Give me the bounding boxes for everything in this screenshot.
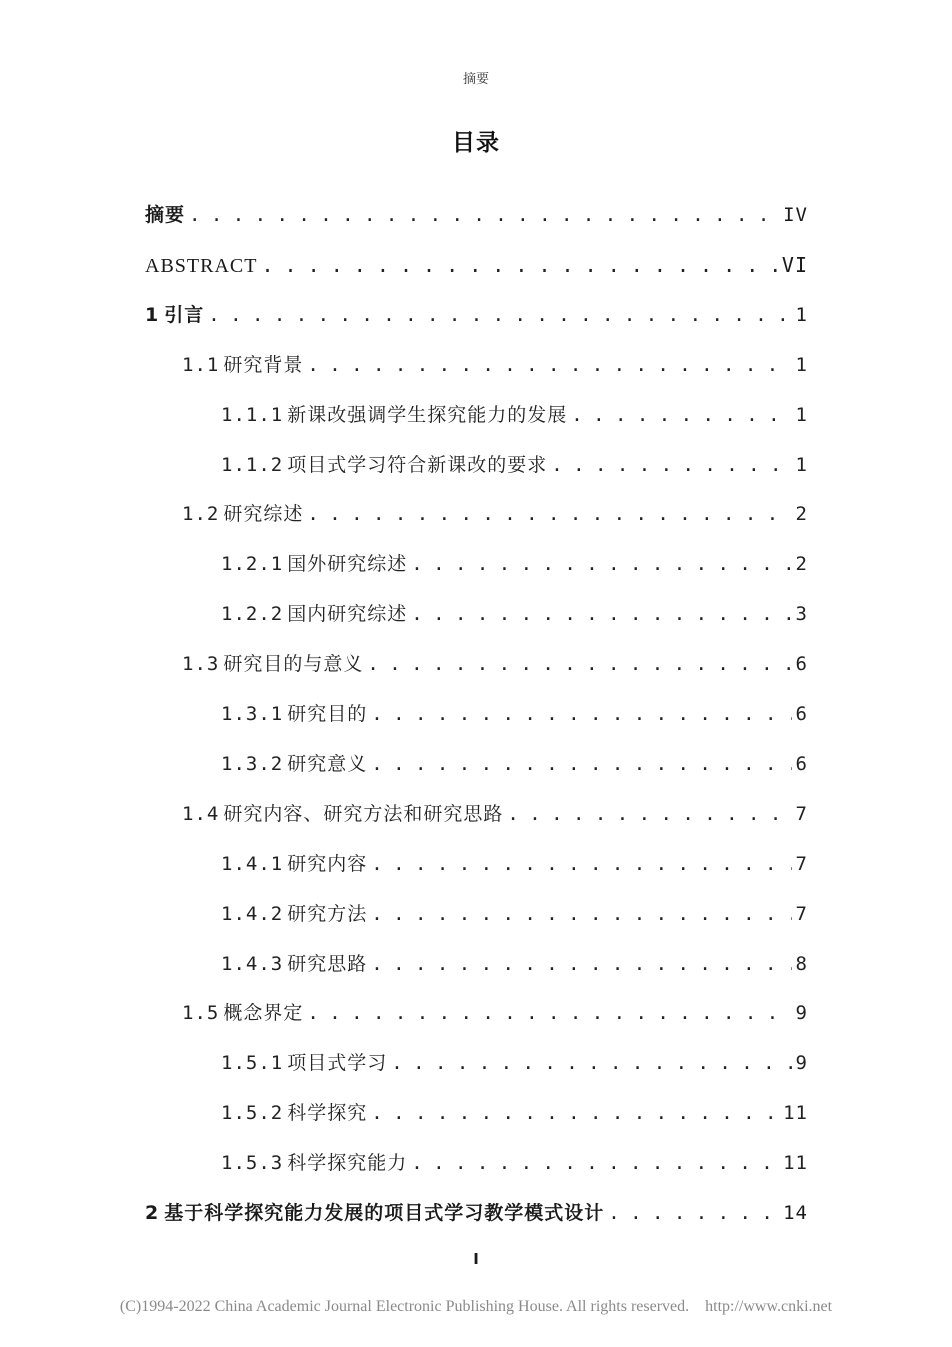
toc-entry-page: 14 xyxy=(783,1202,808,1224)
toc-dot-leader xyxy=(411,1149,779,1177)
toc-entry-title: 研究目的 xyxy=(287,703,368,725)
toc-entry-page: 11 xyxy=(783,1102,808,1125)
toc-dot-leader xyxy=(608,1199,779,1227)
toc-entry-page: 6 xyxy=(795,703,808,725)
toc-entry-page: 1 xyxy=(795,353,808,376)
toc-entry-number: 1.3.1 xyxy=(221,703,284,725)
toc-entry[interactable] xyxy=(221,1049,808,1077)
toc-entry-page: 7 xyxy=(795,802,808,825)
toc-entry-number: 1.4.1 xyxy=(221,852,284,875)
toc-entry-title: 概念界定 xyxy=(223,1002,304,1025)
toc-entry[interactable] xyxy=(221,950,808,978)
toc-dot-leader xyxy=(307,999,791,1027)
toc-entry-title: 研究综述 xyxy=(223,503,304,526)
toc-entry-title: 研究意义 xyxy=(287,752,368,775)
toc-entry-page: 2 xyxy=(795,503,808,526)
toc-dot-leader xyxy=(411,550,791,578)
toc-entry[interactable] xyxy=(182,351,808,379)
toc-entry-page: 1 xyxy=(795,303,808,326)
toc-entry-number: 1.2.1 xyxy=(221,553,284,576)
toc-dot-leader xyxy=(371,750,791,778)
toc-entry-title: 引言 xyxy=(164,303,205,326)
toc-entry-page: 7 xyxy=(795,852,808,875)
toc-entry-page: 8 xyxy=(795,952,808,975)
toc-entry-page: 6 xyxy=(795,653,808,676)
toc-entry-page: VI xyxy=(781,252,808,277)
toc-entry[interactable] xyxy=(145,201,808,229)
toc-dot-leader xyxy=(551,451,791,479)
toc-entry-page: 1 xyxy=(795,403,808,426)
toc-dot-leader xyxy=(391,1049,791,1077)
toc-entry-number: 1.2.2 xyxy=(221,603,284,626)
toc-entry[interactable] xyxy=(221,900,808,928)
toc-entry-number: 1.1.1 xyxy=(221,403,284,426)
toc-entry-number: 1.4.2 xyxy=(221,902,284,925)
toc-entry-title: 研究内容、研究方法和研究思路 xyxy=(223,802,504,825)
toc-entry-page: 3 xyxy=(795,603,808,626)
toc-entry-title: 基于科学探究能力发展的项目式学习教学模式设计 xyxy=(164,1202,605,1224)
toc-entry[interactable] xyxy=(145,1199,808,1227)
toc-dot-leader xyxy=(571,401,791,429)
toc-entry-title: 研究思路 xyxy=(287,952,368,975)
toc-entry-title: 新课改强调学生探究能力的发展 xyxy=(287,403,568,426)
copyright-notice: (C)1994-2022 China Academic Journal Electronic Publishing House. All rights reserved. http://www.cnki.net xyxy=(119,1298,833,1315)
toc-entry-number: 1 xyxy=(145,303,159,326)
toc-entry-number: 1.3.2 xyxy=(221,752,284,775)
toc-entry[interactable] xyxy=(221,401,808,429)
toc-entry-page: 9 xyxy=(795,1052,808,1075)
toc-dot-leader xyxy=(189,201,779,229)
toc-entry-page: IV xyxy=(783,204,808,226)
toc-entry-title: 摘要 xyxy=(145,204,186,226)
toc-dot-leader xyxy=(371,950,791,978)
toc-entry[interactable] xyxy=(182,500,808,528)
running-header: 摘要 xyxy=(462,72,489,87)
toc-entry-title: 项目式学习符合新课改的要求 xyxy=(287,453,548,476)
toc-entry[interactable] xyxy=(145,301,808,329)
toc-entry-number: 2 xyxy=(145,1202,159,1224)
toc-title: 目录 xyxy=(452,130,500,156)
toc-entry-number: 1.5.3 xyxy=(221,1152,284,1175)
toc-dot-leader xyxy=(371,700,791,728)
toc-entry-title: 科学探究能力 xyxy=(287,1152,408,1175)
toc-entry-number: 1.5 xyxy=(182,1002,220,1025)
toc-entry-number: 1.4 xyxy=(182,802,220,825)
toc-entry-number: 1.2 xyxy=(182,503,220,526)
toc-entry-title: 研究目的与意义 xyxy=(223,653,364,676)
toc-entry[interactable] xyxy=(221,451,808,479)
toc-dot-leader xyxy=(208,301,791,329)
toc-dot-leader xyxy=(371,850,791,878)
page-number: I xyxy=(473,1250,479,1268)
toc-entry[interactable] xyxy=(221,1099,808,1127)
toc-entry-page: 1 xyxy=(795,453,808,476)
toc-dot-leader xyxy=(371,900,791,928)
toc-dot-leader xyxy=(307,500,791,528)
toc-dot-leader xyxy=(261,251,777,279)
toc-entry[interactable] xyxy=(221,550,808,578)
toc-entry-number: 1.5.1 xyxy=(221,1052,284,1075)
toc-entry[interactable] xyxy=(221,850,808,878)
toc-entry-page: 2 xyxy=(795,553,808,576)
toc-entry-number: 1.4.3 xyxy=(221,952,284,975)
toc-entry-title: 科学探究 xyxy=(287,1102,368,1125)
toc-entry-title: 研究内容 xyxy=(287,852,368,875)
toc-dot-leader xyxy=(371,1099,779,1127)
toc-entry-title: 项目式学习 xyxy=(287,1052,388,1075)
toc-entry[interactable] xyxy=(221,700,808,728)
toc-entry-title: 研究方法 xyxy=(287,902,368,925)
toc-entry-number: 1.5.2 xyxy=(221,1102,284,1125)
toc-entry-title: 国内研究综述 xyxy=(287,603,408,626)
toc-entry-number: 1.1.2 xyxy=(221,453,284,476)
toc-entry-page: 11 xyxy=(783,1152,808,1175)
toc-entry[interactable] xyxy=(182,800,808,828)
toc-entry-number: 1.1 xyxy=(182,353,220,376)
toc-entry[interactable] xyxy=(182,999,808,1027)
toc-entry[interactable] xyxy=(145,251,808,279)
toc-entry[interactable] xyxy=(221,600,808,628)
toc-entry-title: 研究背景 xyxy=(223,353,304,376)
toc-entry-page: 7 xyxy=(795,902,808,925)
toc-entry-title: ABSTRACT xyxy=(145,254,258,277)
toc-dot-leader xyxy=(367,650,791,678)
toc-dot-leader xyxy=(307,351,791,379)
toc-entry[interactable] xyxy=(221,750,808,778)
toc-entry[interactable] xyxy=(221,1149,808,1177)
toc-entry[interactable] xyxy=(182,650,808,678)
toc-entry-number: 1.3 xyxy=(182,653,220,676)
toc-entry-page: 6 xyxy=(795,752,808,775)
toc-dot-leader xyxy=(507,800,791,828)
toc-dot-leader xyxy=(411,600,791,628)
toc-entry-page: 9 xyxy=(795,1002,808,1025)
toc-entry-title: 国外研究综述 xyxy=(287,553,408,576)
